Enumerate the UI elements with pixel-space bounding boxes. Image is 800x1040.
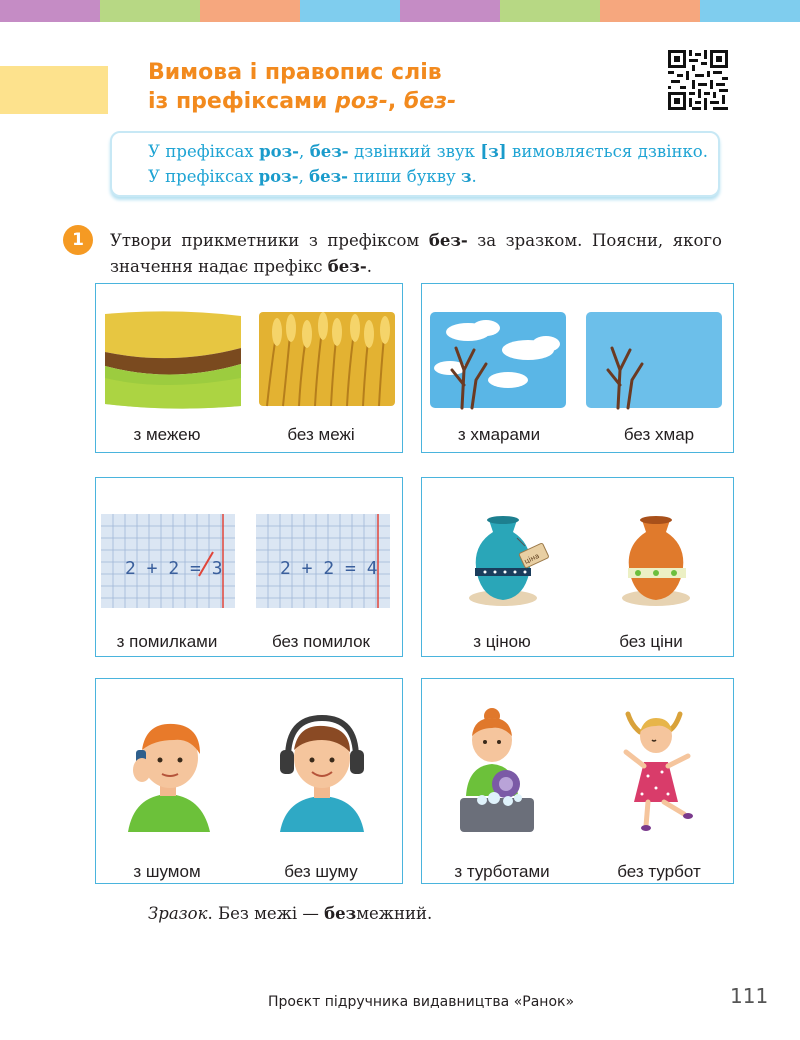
boy-with-phone-image	[124, 712, 214, 832]
vase-with-price-tag-image	[463, 512, 549, 608]
caption-with-mistakes: з помилками	[116, 632, 218, 651]
wheat-field-image	[257, 308, 397, 410]
girl-washing-dishes-image	[452, 706, 542, 836]
notebook-correct-sum-image	[254, 512, 392, 610]
rule-text	[148, 139, 708, 189]
stripe-segment	[500, 0, 600, 22]
footer-text: Проєкт підручника видавництва «Ранок»	[268, 994, 575, 1010]
rule-bold: без-	[309, 167, 348, 186]
caption-without-boundary: без межі	[287, 425, 355, 444]
section-marker-tab	[0, 66, 108, 114]
sample-rest: межний.	[356, 904, 433, 923]
caption-with-worries: з турботами	[454, 862, 550, 881]
stripe-segment	[300, 0, 400, 22]
stripe-segment	[200, 0, 300, 22]
correct-sum-text: 2 + 2 = 4	[280, 558, 378, 579]
caption-with-noise: з шумом	[133, 862, 201, 881]
rule-bold: з	[460, 167, 472, 186]
sample-text: . Без межі —	[207, 904, 325, 923]
stripe-segment	[0, 0, 100, 22]
rule-bold: без-	[309, 142, 349, 161]
title-line-1: Вимова і правопис слів	[148, 60, 442, 85]
wrong-sum-text: 2 + 2 = 3	[125, 558, 223, 579]
stripe-segment	[600, 0, 700, 22]
rule-part: ,	[298, 167, 310, 186]
rule-part: вимовляється дзвінко. У префіксах	[148, 142, 708, 186]
rule-part: ,	[299, 142, 310, 161]
title-separator: ,	[387, 89, 404, 114]
task-bold: без-	[327, 257, 367, 276]
boy-with-headphones-image	[272, 712, 372, 832]
rule-part: .	[471, 167, 477, 186]
rule-part: пиши букву	[347, 167, 461, 186]
stripe-segment	[700, 0, 800, 22]
sample-label: Зразок	[148, 904, 208, 923]
title-prefix-text: із префіксами	[148, 89, 336, 114]
stripe-segment	[100, 0, 200, 22]
caption-without-mistakes: без помилок	[272, 632, 370, 651]
page-title	[148, 58, 456, 116]
rule-bold: роз-	[258, 167, 299, 186]
caption-without-clouds: без хмар	[623, 425, 695, 444]
clear-sky-image	[584, 310, 724, 410]
qr-code-icon[interactable]	[668, 50, 728, 110]
caption-with-clouds: з хмарами	[457, 425, 541, 444]
top-color-stripe	[0, 0, 800, 22]
title-roz: роз-	[335, 89, 388, 114]
page-number: 111	[730, 984, 769, 1008]
title-bez: без-	[403, 89, 457, 114]
rule-bold: роз-	[259, 142, 300, 161]
price-tag-text: ціна	[523, 551, 541, 566]
caption-without-noise: без шуму	[284, 862, 358, 881]
task-part: за зразком. Поясни, якого значення надає префікс	[110, 231, 722, 276]
caption-without-price: без ціни	[619, 632, 683, 651]
caption-without-worries: без турбот	[617, 862, 701, 881]
vase-without-price-image	[612, 512, 698, 608]
caption-with-boundary: з межею	[133, 425, 201, 444]
rule-part: дзвінкий звук	[348, 142, 481, 161]
sample-line	[148, 904, 432, 923]
sky-with-clouds-image	[428, 310, 568, 410]
caption-with-price: з ціною	[473, 632, 531, 651]
stripe-segment	[400, 0, 500, 22]
task-part: .	[366, 257, 372, 276]
exercise-instruction	[110, 228, 722, 280]
title-line-2	[148, 87, 456, 116]
rule-part: У префіксах	[148, 142, 260, 161]
sample-bold-prefix: без	[324, 904, 357, 923]
exercise-number-badge: 1	[63, 225, 93, 255]
task-bold: без-	[428, 231, 468, 250]
rule-bold: [з]	[480, 142, 507, 161]
field-with-boundary-image	[103, 308, 243, 410]
task-part: Утвори прикметники з префіксом	[110, 231, 429, 250]
girl-dancing-image	[618, 706, 708, 836]
notebook-wrong-sum-image	[99, 512, 237, 610]
